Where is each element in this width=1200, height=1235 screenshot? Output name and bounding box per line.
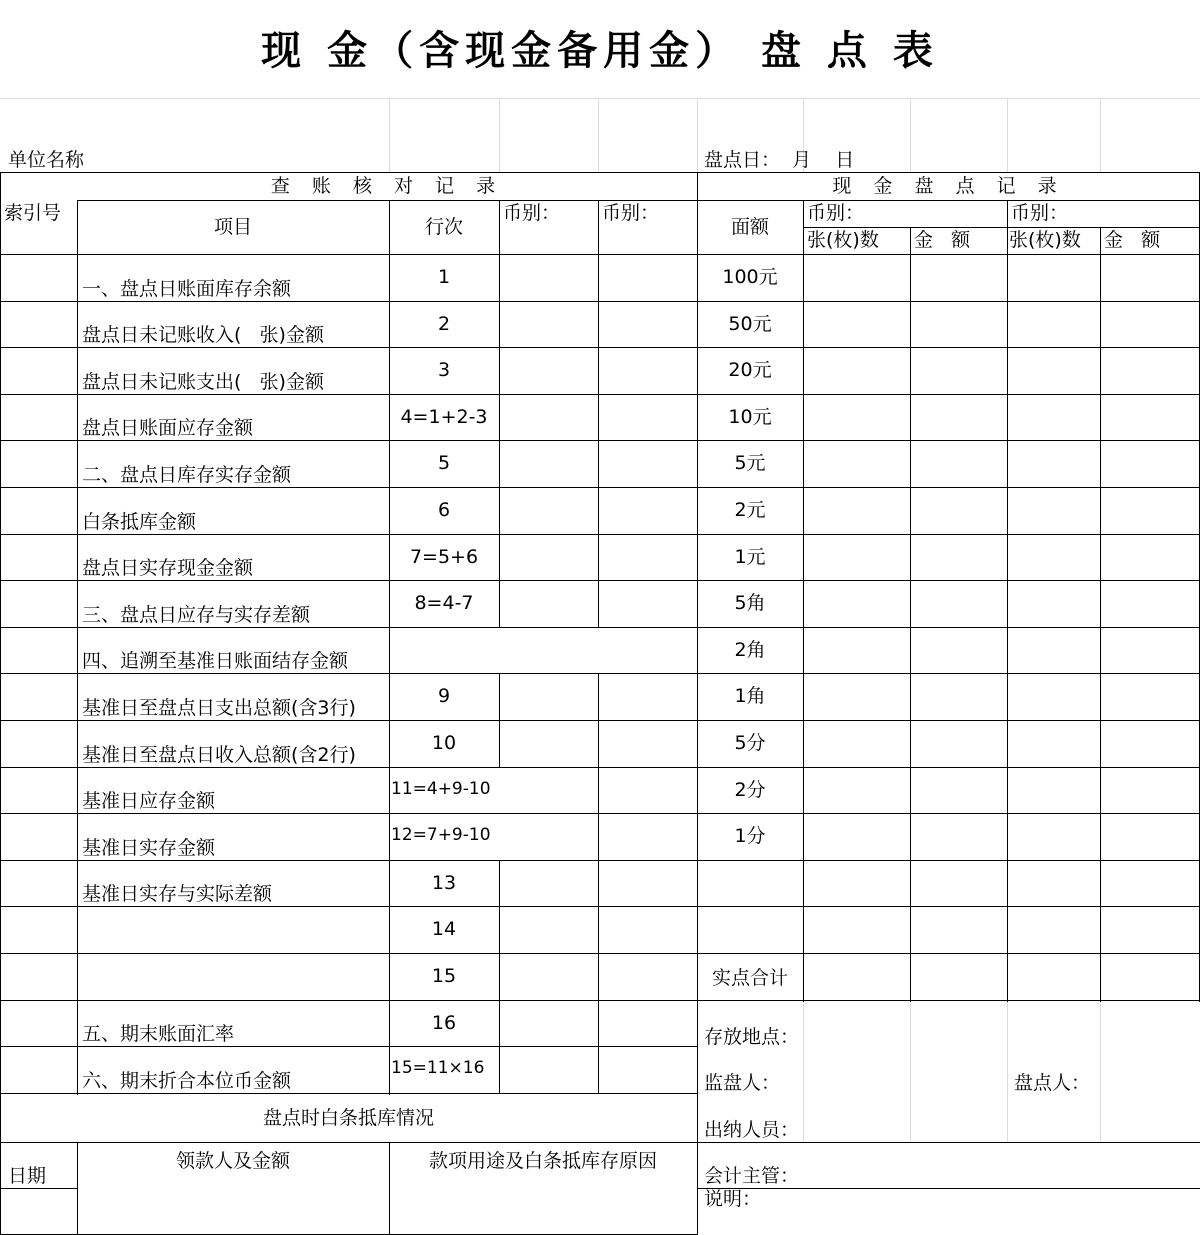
currency-header-2: 币别： (602, 202, 660, 224)
row-number: 5 (437, 452, 451, 474)
reconciliation-item-label: 基准日实存金额 (82, 837, 216, 859)
reconciliation-item-label: 白条抵库金额 (82, 511, 197, 533)
reconciliation-item-label: 盘点日未记账收入( 张)金额 (82, 324, 324, 346)
row-number: 1 (437, 266, 451, 288)
row-number: 8=4-7 (414, 592, 474, 614)
reconciliation-item-label (78, 906, 389, 953)
purpose-reason-header: 款项用途及白条抵库存原因 (428, 1150, 657, 1172)
reconciliation-item-label (78, 953, 389, 1000)
denomination-label: 5角 (734, 592, 766, 614)
denomination-label: 20元 (728, 359, 772, 381)
row-number: 13 (431, 872, 457, 894)
reconciliation-item-label: 三、盘点日应存与实存差额 (82, 604, 311, 626)
amount-header-2: 金 额 (1104, 229, 1161, 251)
denomination-label: 100元 (722, 266, 778, 288)
reconciliation-item-label: 五、期末账面汇率 (82, 1023, 235, 1045)
reconciliation-item-label: 基准日至盘点日收入总额(含2行) (82, 744, 356, 766)
reconciliation-item-label: 基准日应存金额 (82, 790, 216, 812)
row-number: 15=11×16 (391, 1058, 485, 1078)
row-number: 3 (437, 359, 451, 381)
row-number: 6 (437, 499, 451, 521)
row-number: 10 (431, 732, 457, 754)
notes-label: 说明： (704, 1188, 762, 1210)
sheet-title: 现 金（含现金备用金） 盘 点 表 (261, 27, 939, 74)
reconciliation-item-label: 盘点日未记账支出( 张)金额 (82, 371, 324, 393)
row-number: 12=7+9-10 (391, 825, 491, 845)
reconciliation-item-label: 二、盘点日库存实存金额 (82, 464, 292, 486)
reconciliation-item-label: 四、追溯至基准日账面结存金额 (82, 650, 349, 672)
counter-label: 盘点人： (1014, 1072, 1091, 1094)
denomination-label: 1分 (734, 825, 766, 847)
count-date-label: 盘点日： 月 日 (704, 149, 855, 171)
actual-count-total-label: 实点合计 (711, 967, 788, 989)
reconciliation-item-label: 六、期末折合本位币金额 (82, 1070, 292, 1092)
unit-name-label: 单位名称 (8, 149, 85, 171)
iou-section-title: 盘点时白条抵库情况 (262, 1107, 434, 1129)
right-currency-header-2: 币别： (1011, 202, 1069, 224)
row-no-header: 行次 (424, 215, 463, 238)
reconciliation-item-label: 基准日至盘点日支出总额(含3行) (82, 697, 356, 719)
amount-header-1: 金 额 (914, 229, 971, 251)
reconciliation-item-label: 一、盘点日账面库存余额 (82, 278, 292, 300)
reconciliation-item-label: 盘点日账面应存金额 (82, 417, 254, 439)
reconciliation-item-label: 基准日实存与实际差额 (82, 883, 273, 905)
currency-header-1: 币别： (503, 202, 561, 224)
denomination-label: 10元 (728, 406, 772, 428)
denomination-label: 5元 (734, 452, 766, 474)
accounting-supervisor-label: 会计主管： (704, 1165, 800, 1187)
row-number: 7=5+6 (409, 546, 479, 568)
right-currency-header-1: 币别： (807, 202, 865, 224)
count-header-2: 张(枚)数 (1009, 229, 1081, 251)
cash-count-section-title: 现 金 盘 点 记 录 (832, 174, 1065, 197)
denomination-label: 2分 (734, 779, 766, 801)
date-header: 日期 (8, 1165, 47, 1187)
storage-location-label: 存放地点： (704, 1026, 800, 1048)
row-number: 14 (431, 918, 457, 940)
denomination-label: 1元 (734, 546, 766, 568)
payee-amount-header: 领款人及金额 (175, 1150, 290, 1172)
row-number: 11=4+9-10 (391, 779, 491, 799)
reconciliation-section-title: 查 账 核 对 记 录 (270, 174, 504, 197)
denomination-label: 1角 (734, 685, 766, 707)
item-header: 项目 (213, 215, 252, 238)
row-number: 9 (437, 685, 451, 707)
reconciliation-item-label: 盘点日实存现金金额 (82, 557, 254, 579)
index-no-header: 索引号 (4, 202, 62, 224)
row-number: 2 (437, 313, 451, 335)
denomination-label: 5分 (734, 732, 766, 754)
denomination-label: 50元 (728, 313, 772, 335)
row-number (389, 627, 499, 673)
cashier-label: 出纳人员： (704, 1119, 800, 1141)
row-number: 15 (431, 965, 457, 987)
row-number: 4=1+2-3 (400, 406, 488, 428)
row-number: 16 (431, 1012, 457, 1034)
denomination-label: 2角 (734, 639, 766, 661)
denomination-header: 面额 (730, 215, 769, 238)
supervisor-label: 监盘人： (704, 1072, 781, 1094)
denomination-label: 2元 (734, 499, 766, 521)
count-header-1: 张(枚)数 (807, 229, 879, 251)
